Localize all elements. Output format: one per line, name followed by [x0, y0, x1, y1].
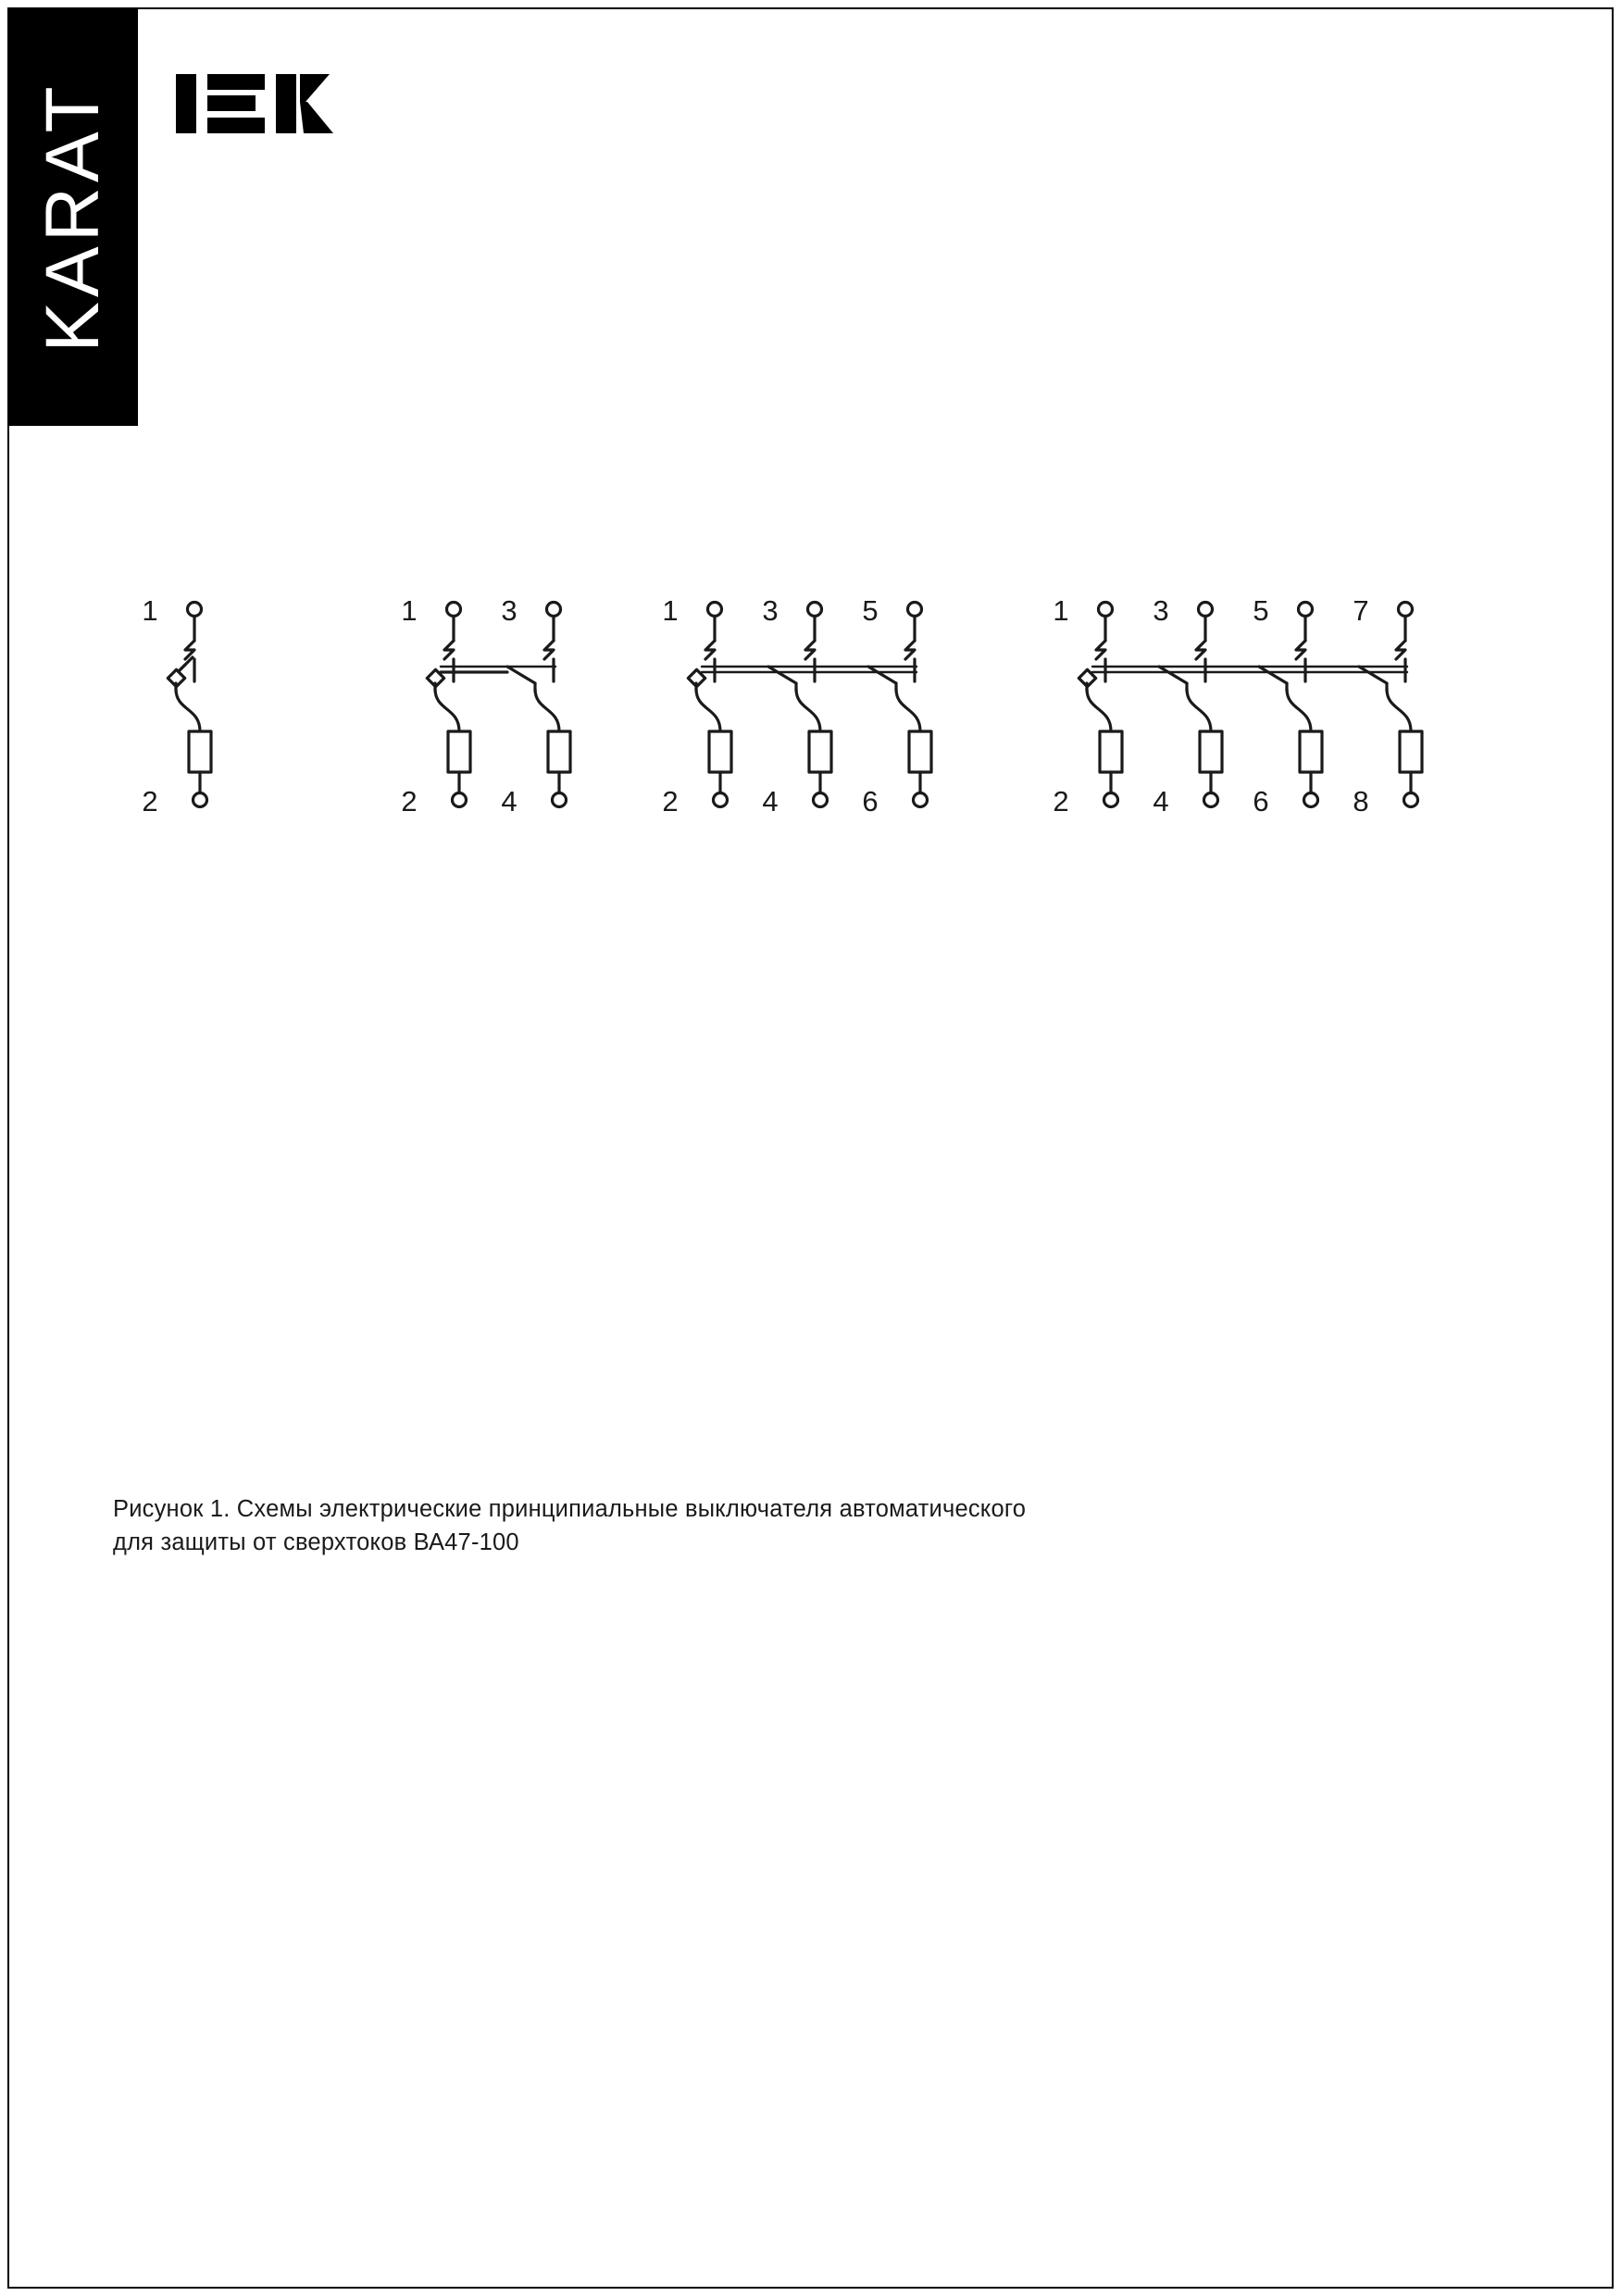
terminal-label: 2 — [1053, 785, 1069, 817]
terminal-label: 1 — [1053, 594, 1069, 627]
iek-logo-mark — [176, 48, 352, 141]
figure-caption-line-2: для защиты от сверхтоков ВА47-100 — [113, 1529, 519, 1555]
terminal-label: 4 — [501, 785, 517, 817]
terminal-label: 7 — [1353, 594, 1369, 627]
iek-logo — [176, 48, 352, 141]
terminal-label: 2 — [662, 785, 679, 817]
page-border — [7, 7, 1614, 2289]
circuit-diagram — [93, 593, 1537, 981]
schematic-3p — [688, 603, 931, 807]
terminal-label: 3 — [501, 594, 517, 627]
terminal-label: 4 — [1153, 785, 1169, 817]
terminal-label: 3 — [762, 594, 779, 627]
brand-tab-label: KARAT — [31, 81, 115, 353]
brand-tab — [8, 8, 138, 426]
terminal-label: 6 — [862, 785, 879, 817]
terminal-label: 2 — [401, 785, 418, 817]
terminal-label: 1 — [662, 594, 679, 627]
schematic-1p — [168, 603, 211, 807]
terminal-label: 8 — [1353, 785, 1369, 817]
terminal-label: 2 — [142, 785, 158, 817]
schematic-4p — [1079, 603, 1422, 807]
figure-caption-line-1: Рисунок 1. Схемы электрические принципиальные выключателя автоматического — [113, 1496, 1027, 1522]
schematic-2p — [427, 603, 570, 807]
terminal-label: 4 — [762, 785, 779, 817]
terminal-label: 5 — [1253, 594, 1269, 627]
figure-caption — [113, 1492, 1316, 1559]
terminal-label: 1 — [401, 594, 418, 627]
terminal-label: 1 — [142, 594, 158, 627]
terminal-label: 5 — [862, 594, 879, 627]
terminal-label: 3 — [1153, 594, 1169, 627]
circuit-diagram-svg — [93, 593, 1537, 981]
terminal-label: 6 — [1253, 785, 1269, 817]
